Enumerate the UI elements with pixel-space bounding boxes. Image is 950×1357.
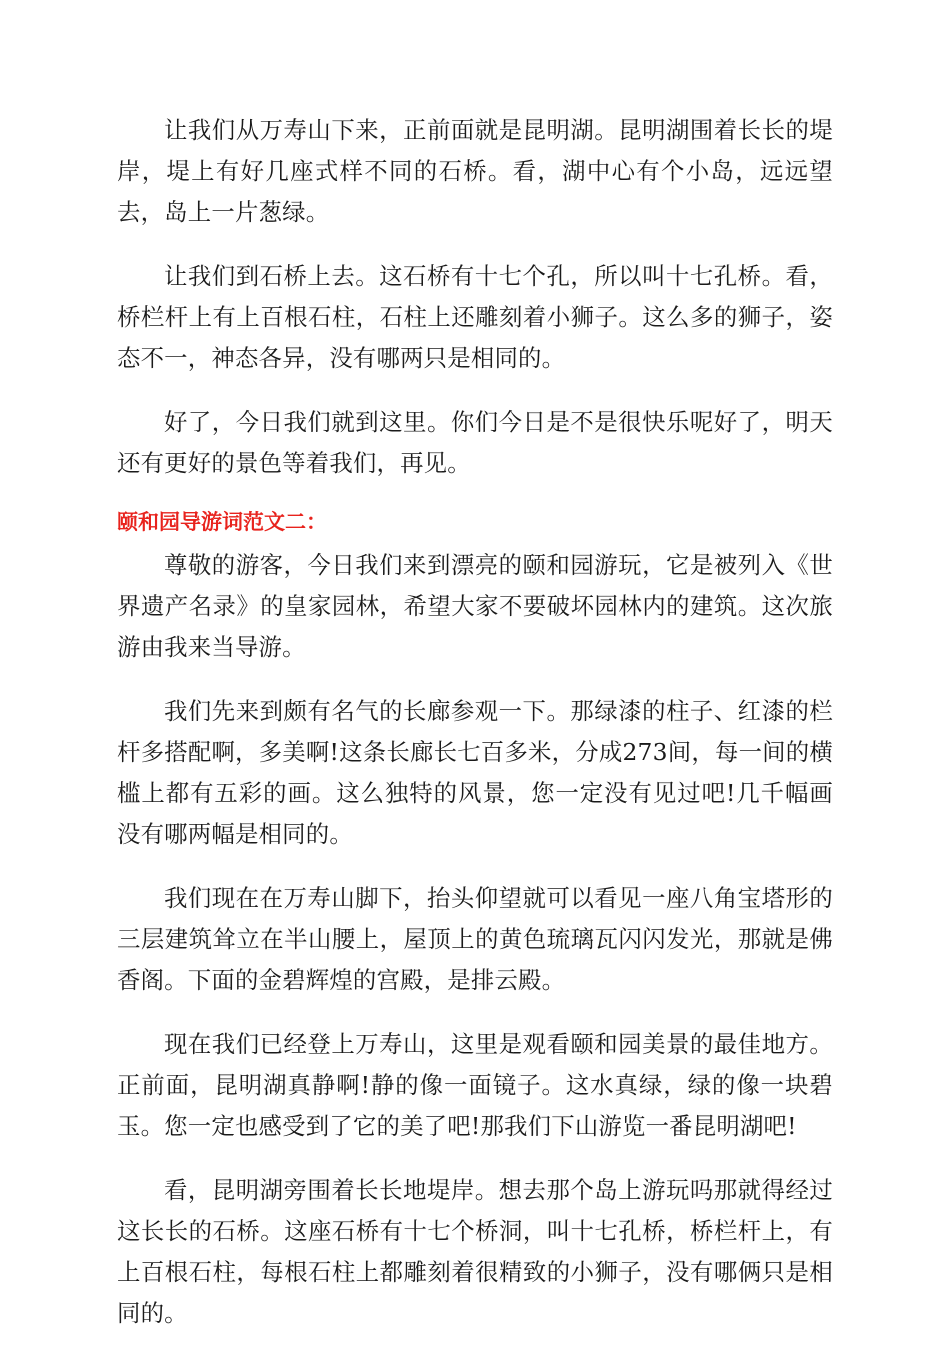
section-heading: 颐和园导游词范文二： xyxy=(117,510,327,534)
paragraph-kunming-lake: 让我们从万寿山下来，正前面就是昆明湖。昆明湖围着长长的堤岸，堤上有好几座式样不同的石桥。看，湖中心有个小岛，远远望去，岛上一片葱绿。 xyxy=(117,116,833,226)
paragraph-seventeen-arch-bridge: 让我们到石桥上去。这石桥有十七个孔，所以叫十七孔桥。看，桥栏杆上有上百根石柱，石柱上还雕刻着小狮子。这么多的狮子，姿态不一，神态各异，没有哪两只是相同的。 xyxy=(117,262,833,372)
paragraph-farewell: 好了，今日我们就到这里。你们今日是不是很快乐呢好了，明天还有更好的景色等着我们，再见。 xyxy=(117,408,833,477)
paragraph-long-corridor: 我们先来到颇有名气的长廊参观一下。那绿漆的柱子、红漆的栏杆多搭配啊，多美啊!这条长廊长七百多米，分成273间，每一间的横槛上都有五彩的画。这么独特的风景，您一定没有见过吧!几千幅画没有哪两幅是相同的。 xyxy=(117,697,833,848)
document-body xyxy=(117,110,833,1357)
paragraph-longevity-hill: 我们现在在万寿山脚下，抬头仰望就可以看见一座八角宝塔形的三层建筑耸立在半山腰上，屋顶上的黄色琉璃瓦闪闪发光，那就是佛香阁。下面的金碧辉煌的宫殿，是排云殿。 xyxy=(117,884,833,994)
paragraph-welcome: 尊敬的游客，今日我们来到漂亮的颐和园游玩，它是被列入《世界遗产名录》的皇家园林，希望大家不要破坏园林内的建筑。这次旅游由我来当导游。 xyxy=(117,551,833,661)
paragraph-stone-bridge: 看，昆明湖旁围着长长地堤岸。想去那个岛上游玩吗那就得经过这长长的石桥。这座石桥有十七个桥洞，叫十七孔桥，桥栏杆上，有上百根石柱，每根石柱上都雕刻着很精致的小狮子，没有哪俩只是相同的。 xyxy=(117,1176,833,1327)
paragraph-hilltop-view: 现在我们已经登上万寿山，这里是观看颐和园美景的最佳地方。正前面，昆明湖真静啊!静的像一面镜子。这水真绿，绿的像一块碧玉。您一定也感受到了它的美了吧!那我们下山游览一番昆明湖吧! xyxy=(117,1030,833,1140)
